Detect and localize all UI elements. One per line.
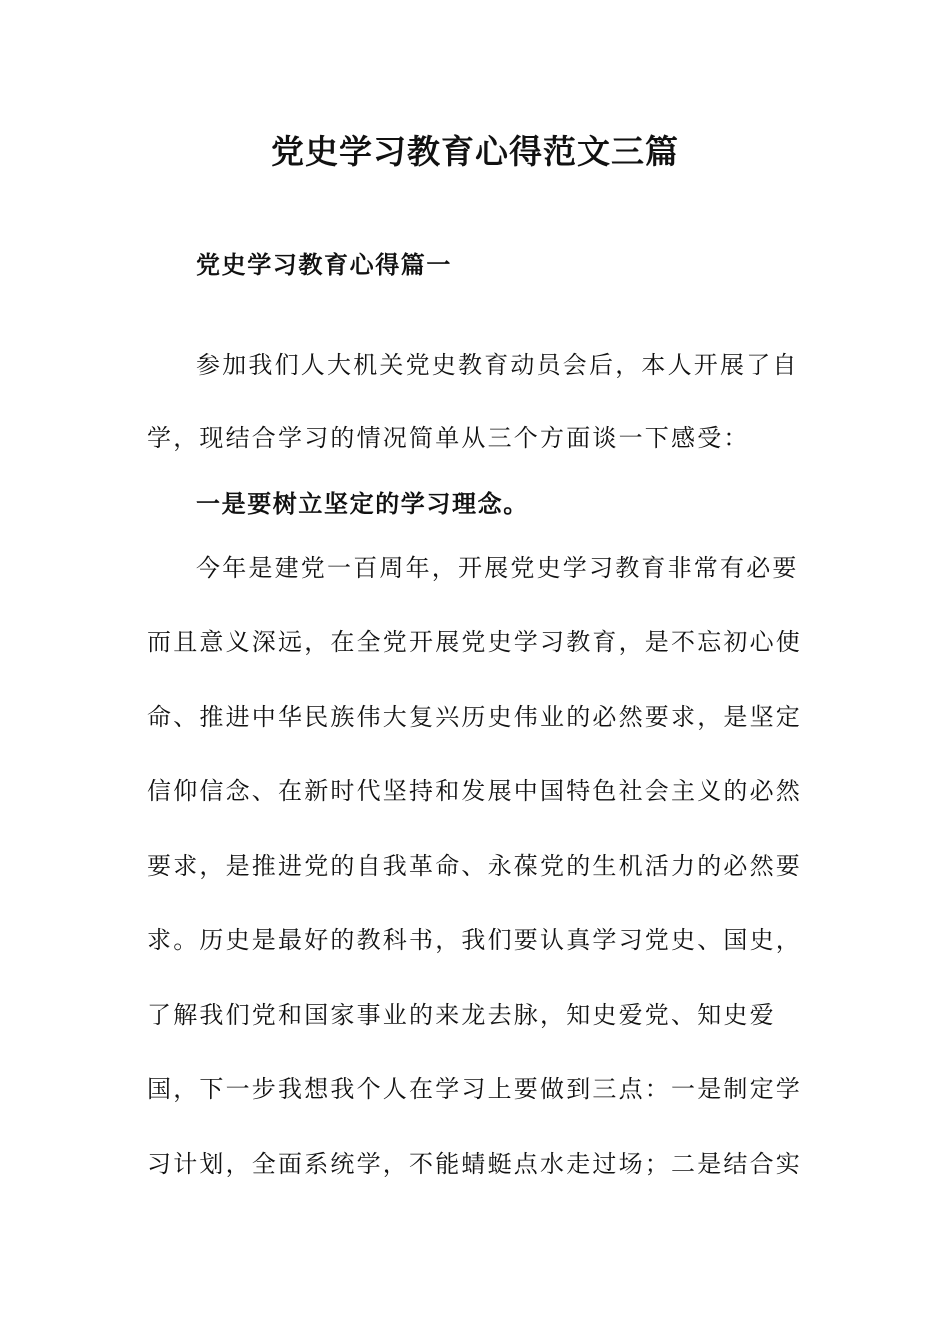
paragraph-line: 要求，是推进党的自我革命、永葆党的生机活力的必然要 <box>147 852 802 880</box>
paragraph-line: 今年是建党一百周年，开展党史学习教育非常有必要 <box>196 554 799 582</box>
paragraph-line: 而且意义深远，在全党开展党史学习教育，是不忘初心使 <box>147 628 802 656</box>
paragraph-line: 习计划，全面系统学，不能蜻蜓点水走过场；二是结合实 <box>147 1150 802 1178</box>
paragraph-line: 命、推进中华民族伟大复兴历史伟业的必然要求，是坚定 <box>147 703 802 731</box>
document-title: 党史学习教育心得范文三篇 <box>271 132 679 171</box>
paragraph-line: 求。历史是最好的教科书，我们要认真学习党史、国史， <box>147 926 802 954</box>
paragraph-line: 学，现结合学习的情况简单从三个方面谈一下感受： <box>147 424 750 452</box>
point-heading: 一是要树立坚定的学习理念。 <box>196 489 529 518</box>
paragraph-line: 参加我们人大机关党史教育动员会后，本人开展了自 <box>196 351 799 379</box>
paragraph-line: 了解我们党和国家事业的来龙去脉，知史爱党、知史爱 <box>147 1001 776 1029</box>
paragraph-line: 信仰信念、在新时代坚持和发展中国特色社会主义的必然 <box>147 777 802 805</box>
paragraph-line: 国，下一步我想我个人在学习上要做到三点：一是制定学 <box>147 1075 802 1103</box>
section-heading: 党史学习教育心得篇一 <box>196 250 452 279</box>
